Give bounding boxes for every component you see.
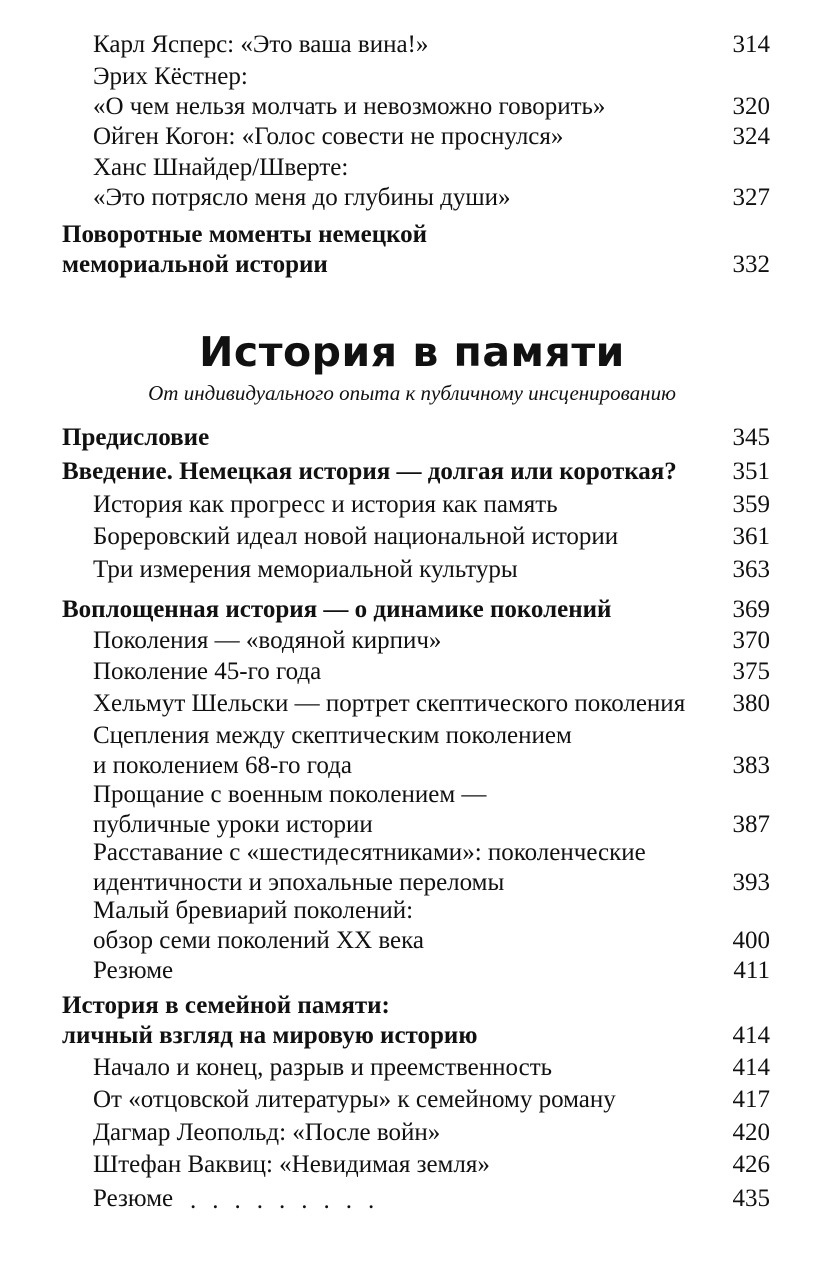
dot-leader: ......... xyxy=(190,1187,391,1214)
toc-entry-title xyxy=(93,30,428,60)
toc-entry-line: Эрих Кёстнер: xyxy=(93,63,248,90)
toc-page-number: 435 xyxy=(732,1185,770,1212)
toc-entry-line: От «отцовской литературы» к семейному роману xyxy=(93,1086,616,1113)
toc-entry-title xyxy=(93,490,558,520)
toc-page-number: 370 xyxy=(732,627,770,654)
toc-entry-line: Введение. Немецкая история — долгая или короткая? xyxy=(62,458,677,485)
toc-entry-line: Поколение 45-го года xyxy=(93,658,322,685)
toc-entry-line: Штефан Ваквиц: «Невидимая земля» xyxy=(93,1151,490,1178)
toc-page-number: 361 xyxy=(732,523,770,550)
toc-entry-line: Ханс Шнайдер/Шверте: xyxy=(93,154,349,181)
toc-entry-line: Хельмут Шельски — портрет скептического поколения xyxy=(93,690,686,717)
toc-entry-title xyxy=(62,991,477,1051)
toc-entry-title xyxy=(93,153,510,213)
toc-entry-line: Карл Ясперс: «Это ваша вина!» xyxy=(93,31,429,58)
toc-entry-line: История как прогресс и история как память xyxy=(93,491,558,518)
toc-page-number: 383 xyxy=(732,752,770,779)
toc-entry-line: «О чем нельзя молчать и невозможно говорить» xyxy=(93,93,606,120)
toc-entry-line: личный взгляд на мировую историю xyxy=(62,1022,478,1049)
toc-page-number: 380 xyxy=(732,690,770,717)
toc-entry-title xyxy=(93,896,424,956)
toc-page-number: 414 xyxy=(732,1054,770,1081)
section-subtitle: От индивидуального опыта к публичному инсценированию xyxy=(148,381,676,405)
toc-entry-line: Воплощенная история — о динамике поколений xyxy=(62,596,612,623)
section-title: История в памяти xyxy=(199,328,625,376)
toc-page-number: 393 xyxy=(732,869,770,896)
toc-page-number: 369 xyxy=(732,596,770,623)
toc-entry-title xyxy=(93,1184,173,1214)
toc-page-number: 375 xyxy=(732,658,770,685)
toc-entry-title xyxy=(62,595,611,625)
toc-entry-line: «Это потрясло меня до глубины души» xyxy=(93,184,511,211)
toc-entry-line: Резюме xyxy=(93,957,174,984)
toc-entry-title xyxy=(62,423,209,453)
toc-entry-title xyxy=(93,62,605,122)
toc-entry-title xyxy=(62,457,677,487)
toc-entry-line: История в семейной памяти: xyxy=(62,992,390,1019)
toc-page-number: 327 xyxy=(732,184,770,211)
toc-entry-line: обзор семи поколений XX века xyxy=(93,927,425,954)
toc-entry-title xyxy=(93,721,572,781)
toc-entry-line: Прощание с военным поколением — xyxy=(93,781,487,808)
toc-page-number: 414 xyxy=(732,1022,770,1049)
toc-page-number: 332 xyxy=(732,251,770,278)
toc-page-number: 426 xyxy=(732,1151,770,1178)
toc-page-number: 351 xyxy=(732,458,770,485)
toc-page-number: 324 xyxy=(732,123,770,150)
toc-entry-line: мемориальной истории xyxy=(62,251,328,278)
toc-entry-title xyxy=(62,220,427,280)
toc-page-number: 345 xyxy=(732,424,770,451)
toc-entry-title xyxy=(93,657,321,687)
toc-entry-title xyxy=(93,689,685,719)
toc-entry-title xyxy=(93,555,518,585)
toc-page-number: 314 xyxy=(732,31,770,58)
toc-page-number: 417 xyxy=(732,1086,770,1113)
toc-entry-line: и поколением 68-го года xyxy=(93,752,352,779)
toc-entry-title xyxy=(93,780,486,840)
toc-entry-title xyxy=(93,522,618,552)
toc-entry-line: Начало и конец, разрыв и преемственность xyxy=(93,1054,553,1081)
toc-entry-line: Поворотные моменты немецкой xyxy=(62,221,428,248)
toc-entry-title xyxy=(93,1053,552,1083)
toc-page-number: 420 xyxy=(732,1119,770,1146)
toc-entry-line: Предисловие xyxy=(62,424,210,451)
toc-entry-line: идентичности и эпохальные переломы xyxy=(93,869,505,896)
toc-entry-title xyxy=(93,1150,490,1180)
toc-entry-line: Сцепления между скептическим поколением xyxy=(93,722,572,749)
toc-entry-line: Дагмар Леопольд: «После войн» xyxy=(93,1119,441,1146)
toc-entry-title xyxy=(93,956,173,986)
toc-page-number: 363 xyxy=(732,556,770,583)
toc-entry-line: Резюме xyxy=(93,1185,174,1212)
toc-entry-line: Малый бревиарий поколений: xyxy=(93,897,414,924)
toc-entry-title xyxy=(93,1085,616,1115)
toc-page-number: 359 xyxy=(732,491,770,518)
toc-page-number: 387 xyxy=(732,811,770,838)
toc-entry-line: Бореровский идеал новой национальной истории xyxy=(93,523,619,550)
toc-entry-title xyxy=(93,626,441,656)
toc-page-number: 400 xyxy=(732,927,770,954)
toc-entry-line: Поколения — «водяной кирпич» xyxy=(93,627,442,654)
toc-entry-line: Расставание с «шестидесятниками»: поколенческие xyxy=(93,839,646,866)
toc-entry-line: Три измерения мемориальной культуры xyxy=(93,556,518,583)
toc-entry-line: Ойген Когон: «Голос совести не проснулся» xyxy=(93,123,564,150)
toc-page-number: 411 xyxy=(733,957,770,984)
toc-entry-title xyxy=(93,838,646,898)
toc-entry-title xyxy=(93,1118,440,1148)
toc-entry-line: публичные уроки истории xyxy=(93,811,373,838)
toc-entry-title xyxy=(93,122,563,152)
toc-page-number: 320 xyxy=(732,93,770,120)
